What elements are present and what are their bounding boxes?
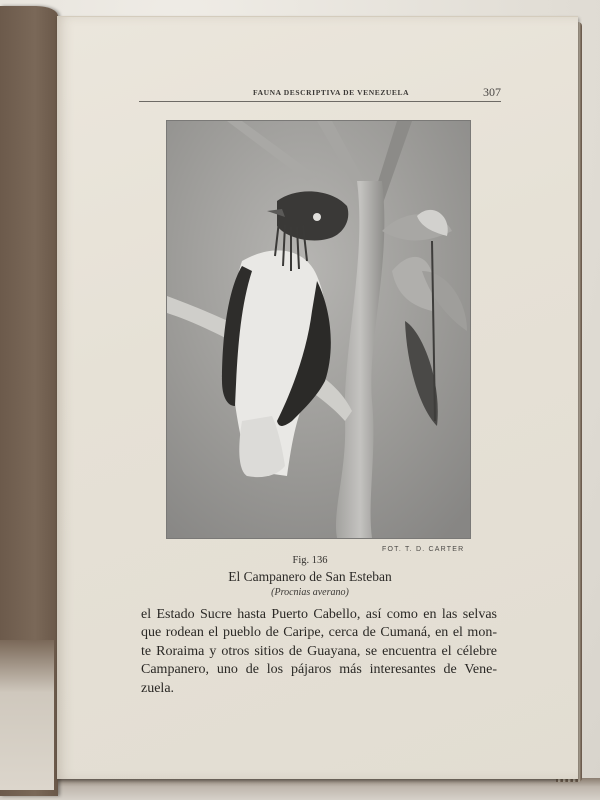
bird-photo-icon	[167, 121, 470, 538]
table-surface	[0, 778, 600, 800]
body-line: zuela.	[141, 680, 175, 696]
left-page-lower-edge	[0, 640, 54, 790]
body-line: que rodean el pueblo de Caripe, cerca de Cumaná, en el mon-	[141, 625, 497, 641]
body-line: Campanero, uno de los pájaros más interesantes de Vene-	[141, 662, 497, 678]
page-number: 307	[483, 85, 501, 99]
figure-scientific-name: (Procnias averano)	[271, 587, 349, 598]
running-header	[139, 85, 501, 102]
figure-caption-title: El Campanero de San Esteban	[228, 569, 392, 584]
body-paragraph	[141, 606, 497, 698]
figure-number: Fig. 136	[292, 555, 328, 566]
bird-photograph	[166, 120, 471, 539]
body-line: te Roraima y otros sitios de Guayana, se encuentra el célebre	[141, 643, 497, 659]
body-line: el Estado Sucre hasta Puerto Cabello, así como en las selvas	[141, 607, 497, 622]
photo-credit: FOT. T. D. CARTER	[382, 546, 465, 553]
running-title: FAUNA DESCRIPTIVA DE VENEZUELA	[253, 88, 410, 97]
